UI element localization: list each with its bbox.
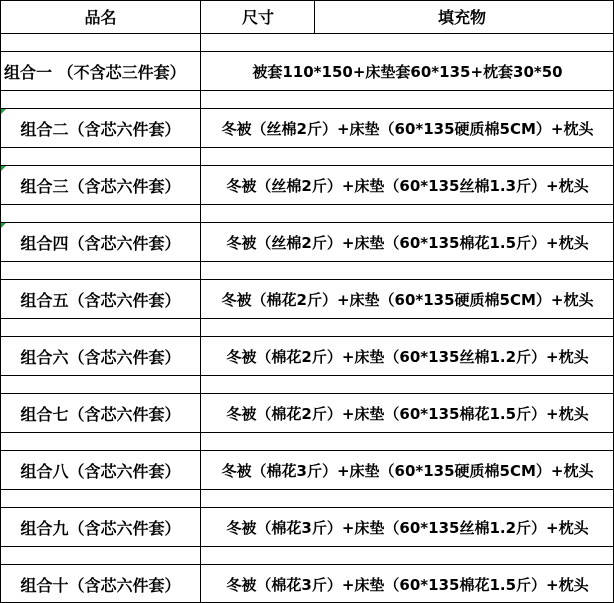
row-3-fill[interactable]: 冬被（丝棉2斤）+床垫（60*135丝棉1.3斤）+枕头: [226, 176, 589, 195]
row-2-fill[interactable]: 冬被（丝棉2斤）+床垫（60*135硬质棉5CM）+枕头: [221, 119, 594, 138]
row-10-name[interactable]: 组合十（含芯六件套）: [20, 575, 181, 595]
row-7-name[interactable]: 组合七（含芯六件套）: [20, 404, 181, 424]
row-5-name[interactable]: 组合五（含芯六件套）: [20, 290, 181, 310]
header-fill[interactable]: 填充物: [438, 8, 487, 27]
header-size[interactable]: 尺寸: [241, 8, 274, 27]
comment-marker-icon: [1, 223, 6, 228]
row-3-name[interactable]: 组合三（含芯六件套）: [20, 176, 181, 196]
row-8-fill[interactable]: 冬被（棉花3斤）+床垫（60*135硬质棉5CM）+枕头: [221, 461, 594, 480]
grid-line: [0, 33, 614, 34]
grid-line: [0, 51, 614, 52]
row-2-name[interactable]: 组合二（含芯六件套）: [20, 119, 181, 139]
grid-line: [0, 546, 614, 547]
row-7-fill[interactable]: 冬被（棉花2斤）+床垫（60*135棉花1.5斤）+枕头: [226, 404, 589, 423]
grid-line: [0, 564, 614, 565]
grid-line: [0, 375, 614, 376]
comment-marker-icon: [1, 109, 6, 114]
comment-marker-icon: [1, 166, 6, 171]
row-10-fill[interactable]: 冬被（棉花3斤）+床垫（60*135棉花1.5斤）+枕头: [226, 575, 589, 594]
row-6-fill[interactable]: 冬被（棉花2斤）+床垫（60*135丝棉1.2斤）+枕头: [226, 347, 589, 366]
grid-line: [0, 336, 614, 337]
row-1-name[interactable]: 组合一 （不含芯三件套）: [4, 62, 186, 82]
grid-line: [0, 165, 614, 166]
grid-line: [0, 279, 614, 280]
grid-line: [0, 222, 614, 223]
grid-line: [0, 90, 614, 91]
row-5-fill[interactable]: 冬被（棉花2斤）+床垫（60*135硬质棉5CM）+枕头: [221, 290, 594, 309]
row-6-name[interactable]: 组合六（含芯六件套）: [20, 347, 181, 367]
grid-line: [0, 147, 614, 148]
row-4-fill[interactable]: 冬被（丝棉2斤）+床垫（60*135棉花1.5斤）+枕头: [226, 233, 589, 252]
row-9-fill[interactable]: 冬被（棉花3斤）+床垫（60*135丝棉1.2斤）+枕头: [226, 518, 589, 537]
header-name[interactable]: 品名: [84, 8, 117, 27]
grid-line: [0, 393, 614, 394]
grid-line: [0, 0, 1, 603]
grid-line: [0, 507, 614, 508]
grid-line: [200, 0, 201, 603]
grid-line: [314, 0, 315, 33]
grid-line: [0, 450, 614, 451]
grid-line: [0, 489, 614, 490]
row-4-name[interactable]: 组合四（含芯六件套）: [20, 233, 181, 253]
row-9-name[interactable]: 组合九（含芯六件套）: [20, 518, 181, 538]
row-8-name[interactable]: 组合八（含芯六件套）: [20, 461, 181, 481]
grid-line: [0, 108, 614, 109]
grid-line: [0, 0, 614, 1]
grid-line: [0, 204, 614, 205]
row-1-fill[interactable]: 被套110*150+床垫套60*135+枕套30*50: [252, 62, 563, 81]
grid-line: [0, 432, 614, 433]
grid-line: [0, 318, 614, 319]
grid-line: [0, 261, 614, 262]
